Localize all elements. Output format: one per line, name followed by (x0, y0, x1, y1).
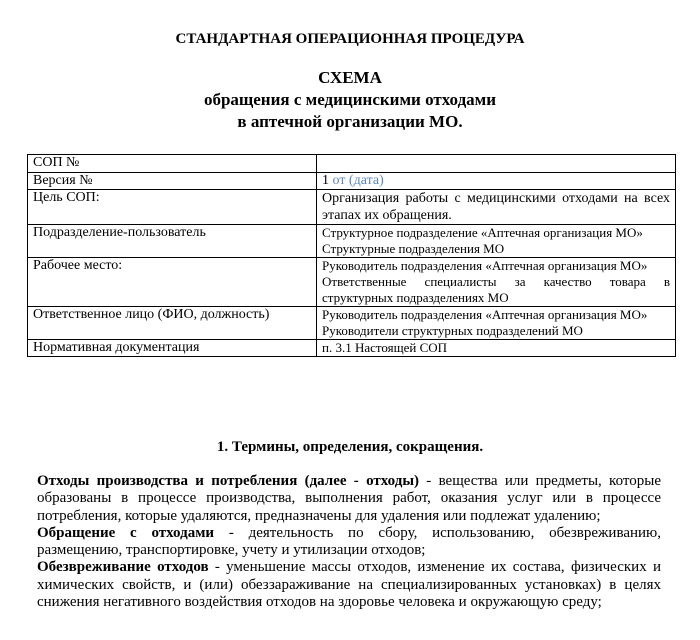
label-unit: Подразделение-пользователь (28, 225, 317, 258)
table-row-goal (28, 190, 676, 225)
value-responsible (317, 307, 676, 340)
label-goal: Цель СОП: (28, 190, 317, 225)
sop-info-table (27, 154, 676, 357)
label-workplace: Рабочее место: (28, 258, 317, 307)
scheme-subtitle-line2: в аптечной организации МО. (237, 112, 463, 131)
unit-line2: Структурные подразделения МО (322, 241, 505, 256)
value-unit (317, 225, 676, 258)
table-row-unit (28, 225, 676, 258)
section-title: 1. Термины, определения, сокращения. (216, 439, 484, 455)
goal-text: Организация работы с медицинскими отходами на всех этапах их обращения. (322, 191, 670, 223)
responsible-line1: Руководитель подразделения «Аптечная организация МО» (322, 307, 648, 322)
label-docs: Нормативная документация (28, 340, 317, 357)
term-name: Обезвреживание отходов (37, 559, 209, 576)
term-paragraph (37, 525, 661, 560)
table-row-sop-no (28, 155, 676, 173)
scheme-title: СХЕМА (318, 68, 382, 87)
value-sop-no (317, 155, 676, 173)
table-row-version (28, 173, 676, 190)
term-name: Отходы производства и потребления (далее - отходы) (37, 473, 420, 489)
value-goal (317, 190, 676, 225)
scheme-subtitle-line1: обращения с медицинскими отходами (203, 90, 497, 109)
version-date: от (дата) (332, 173, 384, 188)
version-number: 1 (322, 173, 329, 188)
label-responsible: Ответственное лицо (ФИО, должность) (28, 307, 317, 340)
term-paragraph (37, 559, 661, 611)
workplace-line2: Ответственные специалисты за качество товара в структурных подразделениях МО (322, 274, 670, 305)
term-definition: - деятельность по сбору, использованию, обезвреживанию, размещению, транспортировке, учету и утилизации отходов; (37, 524, 661, 559)
value-workplace (317, 258, 676, 307)
table-row-responsible (28, 307, 676, 340)
value-version (317, 173, 676, 190)
table-row-docs (28, 340, 676, 357)
term-paragraph (37, 473, 661, 525)
value-docs (317, 340, 676, 357)
label-version: Версия № (28, 173, 317, 190)
table-row-workplace (28, 258, 676, 307)
workplace-line1: Руководитель подразделения «Аптечная организация МО» (322, 258, 648, 273)
term-definition: - уменьшение массы отходов, изменение их состава, физических и химических свойств, и (или) обеззараживание на специализированных установках) в целях снижения негативного воздействия отходов на здоровье человека и окружающую среду; (37, 559, 661, 611)
responsible-line2: Руководители структурных подразделений МО (322, 323, 583, 338)
label-sop-no: СОП № (28, 155, 317, 173)
unit-line1: Структурное подразделение «Аптечная организация МО» (322, 225, 643, 240)
term-definition: - вещества или предметы, которые образованы в процессе производства, выполнения работ, оказания услуг или в процессе потребления, которые удаляются, предназначены для удаления или подлежат удалению; (37, 473, 661, 524)
term-name: Обращение с отходами (37, 524, 215, 541)
section-body (37, 473, 661, 611)
sop-header: СТАНДАРТНАЯ ОПЕРАЦИОННАЯ ПРОЦЕДУРА (175, 31, 525, 47)
docs-text: п. 3.1 Настоящей СОП (322, 340, 448, 355)
